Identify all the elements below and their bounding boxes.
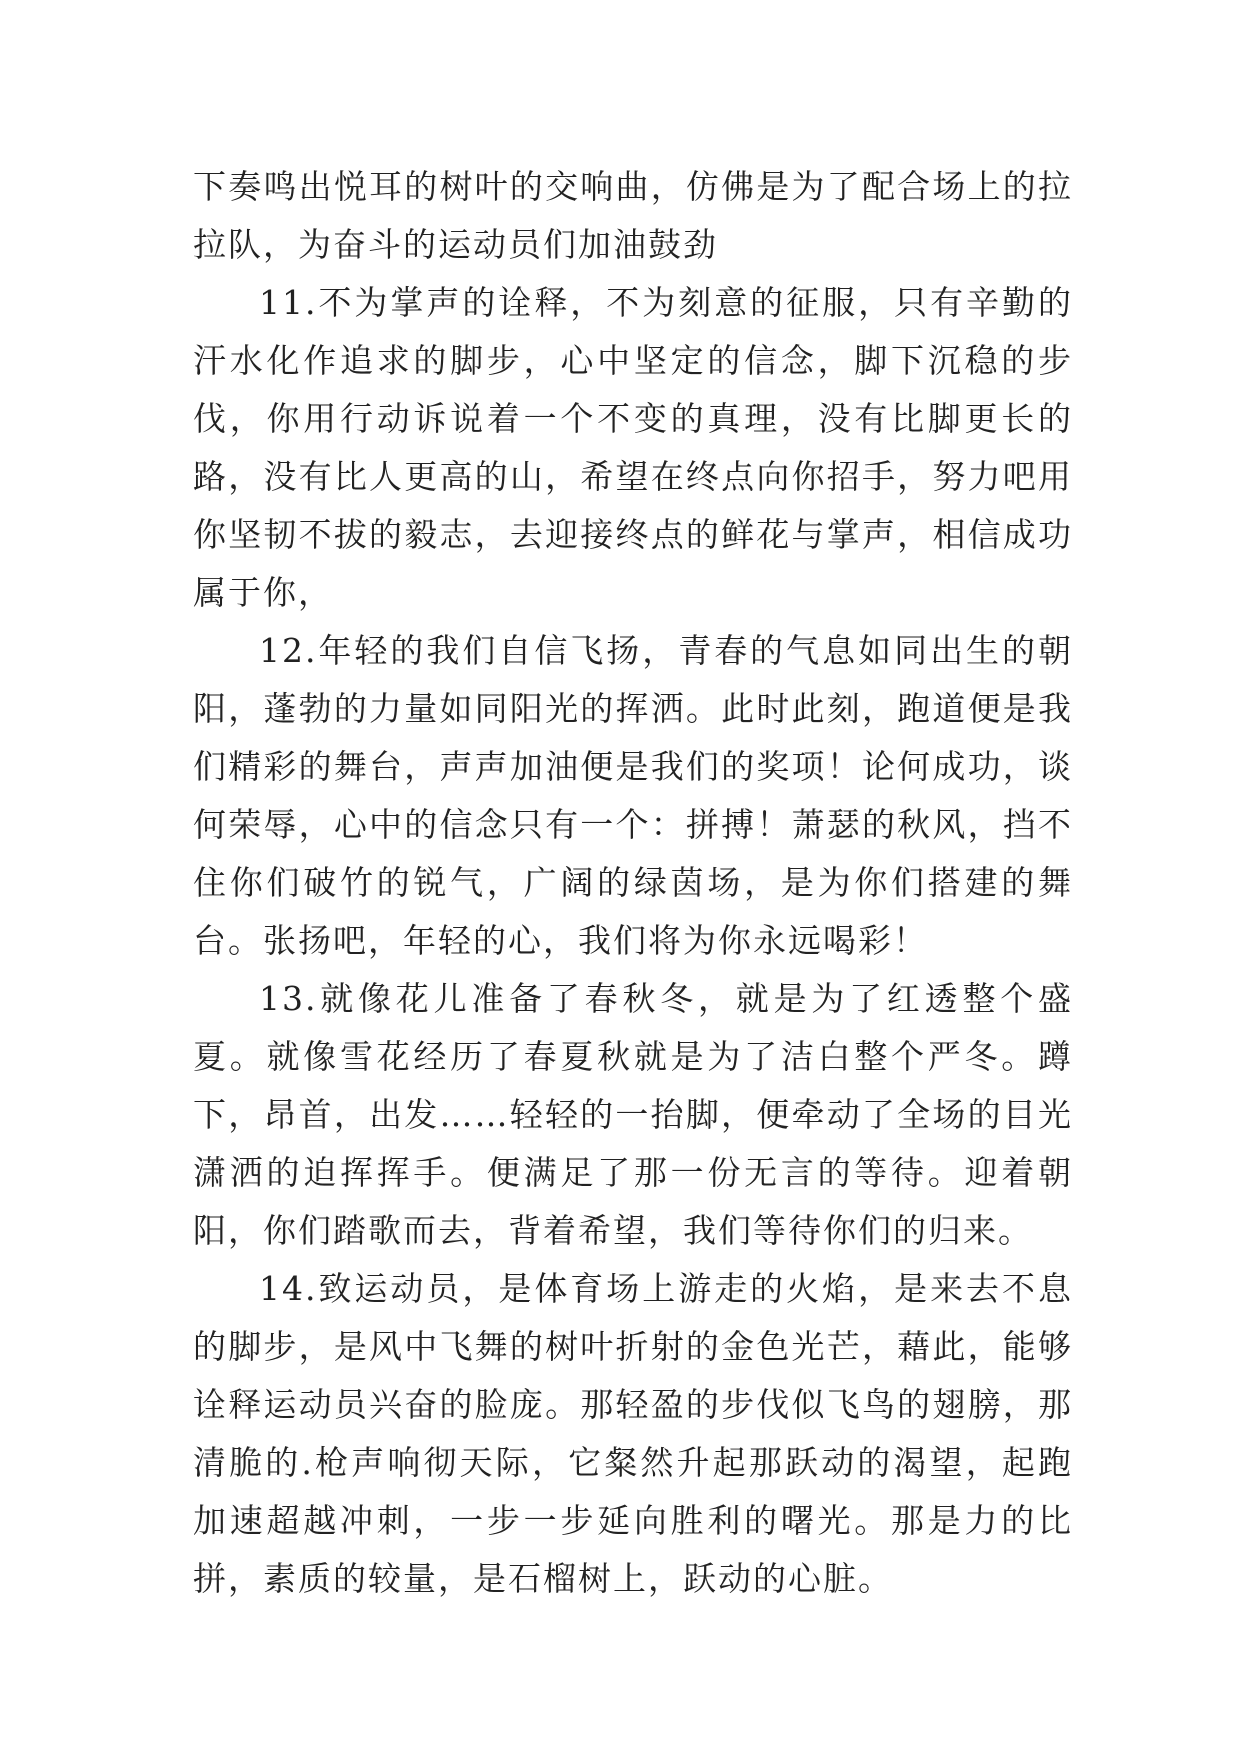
paragraph-continuation: 下奏鸣出悦耳的树叶的交响曲，仿佛是为了配合场上的拉拉队，为奋斗的运动员们加油鼓劲 bbox=[193, 167, 1073, 264]
paragraph-12: 12.年轻的我们自信飞扬，青春的气息如同出生的朝阳，蓬勃的力量如同阳光的挥洒。此时此刻，跑道便是我们精彩的舞台，声声加油便是我们的奖项！论何成功，谈何荣辱，心中的信念只有一个：拼搏！萧瑟的秋风，挡不住你们破竹的锐气，广阔的绿茵场，是为你们搭建的舞台。张扬吧，年轻的心，我们将为你永远喝彩！ bbox=[193, 631, 1073, 960]
paragraph-13: 13.就像花儿准备了春秋冬，就是为了红透整个盛夏。就像雪花经历了春夏秋就是为了洁白整个严冬。蹲下，昂首，出发……轻轻的一抬脚，便牵动了全场的目光潇洒的迫挥挥手。便满足了那一份无言的等待。迎着朝阳，你们踏歌而去，背着希望，我们等待你们的归来。 bbox=[193, 979, 1073, 1250]
paragraph-11: 11.不为掌声的诠释，不为刻意的征服，只有辛勤的汗水化作追求的脚步，心中坚定的信念，脚下沉稳的步伐，你用行动诉说着一个不变的真理，没有比脚更长的路，没有比人更高的山，希望在终点向你招手，努力吧用你坚韧不拔的毅志，去迎接终点的鲜花与掌声，相信成功属于你， bbox=[193, 283, 1073, 612]
paragraph-14: 14.致运动员，是体育场上游走的火焰，是来去不息的脚步，是风中飞舞的树叶折射的金色光芒，藉此，能够诠释运动员兴奋的脸庞。那轻盈的步伐似飞鸟的翅膀，那清脆的.枪声响彻天际，它粲然升起那跃动的渴望，起跑加速超越冲刺，一步一步延向胜利的曙光。那是力的比拼，素质的较量，是石榴树上，跃动的心脏。 bbox=[193, 1269, 1073, 1598]
document-body bbox=[193, 158, 1073, 1608]
